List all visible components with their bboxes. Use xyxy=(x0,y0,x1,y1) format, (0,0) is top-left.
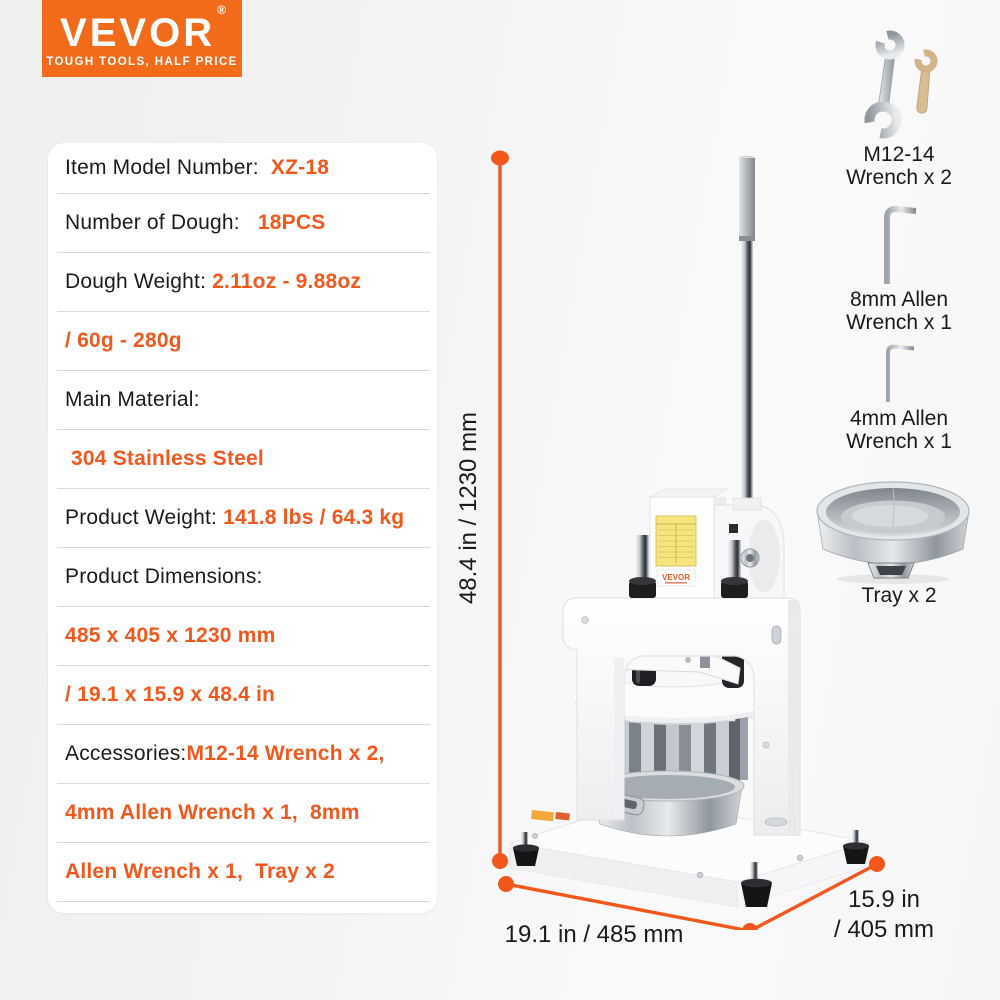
spec-row-dough-weight xyxy=(57,253,430,312)
spec-row-model xyxy=(57,143,430,194)
registered-mark: ® xyxy=(217,2,226,17)
accessory-label-line1: 8mm Allen xyxy=(849,288,949,311)
brand-logo xyxy=(42,0,242,77)
accessory-4mm-allen-label xyxy=(846,407,952,453)
brand-tagline: TOUGH TOOLS, HALF PRICE xyxy=(46,56,238,68)
spec-row-dimensions-in xyxy=(57,666,430,725)
spec-value: / 60g - 280g xyxy=(65,329,182,352)
brand-sticker xyxy=(657,570,695,586)
accessory-label-line2: Wrench x 1 xyxy=(846,430,952,453)
spec-row-material-value xyxy=(57,430,430,489)
allen-wrench-8mm-icon xyxy=(878,202,920,290)
spec-value: Allen Wrench x 1, Tray x 2 xyxy=(65,860,335,883)
svg-text:VEVOR: VEVOR xyxy=(661,573,691,582)
dim-depth-label xyxy=(834,885,934,945)
brand-name: VEVOR® xyxy=(60,2,226,55)
silver-wrench xyxy=(867,33,902,136)
spec-value: 4mm Allen Wrench x 1, 8mm xyxy=(65,801,360,824)
accessory-label-line1: M12-14 xyxy=(863,143,935,166)
spec-row-dough-weight-metric xyxy=(57,312,430,371)
accessory-tray-label xyxy=(861,584,936,607)
spec-label: Main Material: xyxy=(65,388,200,411)
spec-value: 485 x 405 x 1230 mm xyxy=(65,624,276,647)
lever-handle xyxy=(739,156,755,541)
allen-wrench-4mm-icon xyxy=(880,342,920,406)
spec-label: Item Model Number: xyxy=(65,156,271,179)
spec-row-dimensions-label xyxy=(57,548,430,607)
open-end-wrench-icon xyxy=(858,28,948,140)
spec-value: / 19.1 x 15.9 x 48.4 in xyxy=(65,683,276,706)
spec-row-accessories-1 xyxy=(57,725,430,784)
brass-wrench xyxy=(916,51,936,113)
tray-icon xyxy=(810,475,976,589)
spec-row-accessories-3 xyxy=(57,843,430,902)
accessory-label-line2: Wrench x 1 xyxy=(846,311,952,334)
spec-value: 141.8 lbs / 64.3 kg xyxy=(223,506,405,529)
dim-height-label: 48.4 in / 1230 mm xyxy=(455,411,482,605)
spec-label: Dough Weight: xyxy=(65,270,213,293)
accessory-label-line2: Wrench x 2 xyxy=(846,166,952,189)
accessory-label-line1: Tray x 2 xyxy=(861,584,937,607)
spec-label: Product Weight: xyxy=(65,506,224,529)
dim-depth-line1: 15.9 in xyxy=(847,886,921,913)
spec-card xyxy=(48,143,437,913)
spec-row-dimensions-mm xyxy=(57,607,430,666)
spec-value: 304 Stainless Steel xyxy=(65,447,264,470)
adjustable-foot xyxy=(843,830,869,864)
spec-label: Accessories: xyxy=(65,742,187,765)
spec-value: 2.11oz - 9.88oz xyxy=(212,270,362,293)
spec-label: Product Dimensions: xyxy=(65,565,263,588)
spec-sticker xyxy=(656,516,696,566)
spec-label: Number of Dough: xyxy=(65,211,258,234)
press-head xyxy=(629,489,784,598)
spec-value: XZ-18 xyxy=(270,156,330,179)
accessory-label-line1: 4mm Allen xyxy=(849,407,949,430)
spec-value: M12-14 Wrench x 2, xyxy=(186,742,385,765)
spec-row-accessories-2 xyxy=(57,784,430,843)
spec-row-dough-count xyxy=(57,194,430,253)
spec-value: 18PCS xyxy=(257,211,326,234)
spec-row-material-label xyxy=(57,371,430,430)
accessory-m12-14-wrench-label xyxy=(846,143,952,189)
dim-depth-line2: / 405 mm xyxy=(833,916,935,943)
accessory-8mm-allen-label xyxy=(846,288,952,334)
spec-row-product-weight xyxy=(57,489,430,548)
dim-width-label: 19.1 in / 485 mm xyxy=(504,921,684,948)
